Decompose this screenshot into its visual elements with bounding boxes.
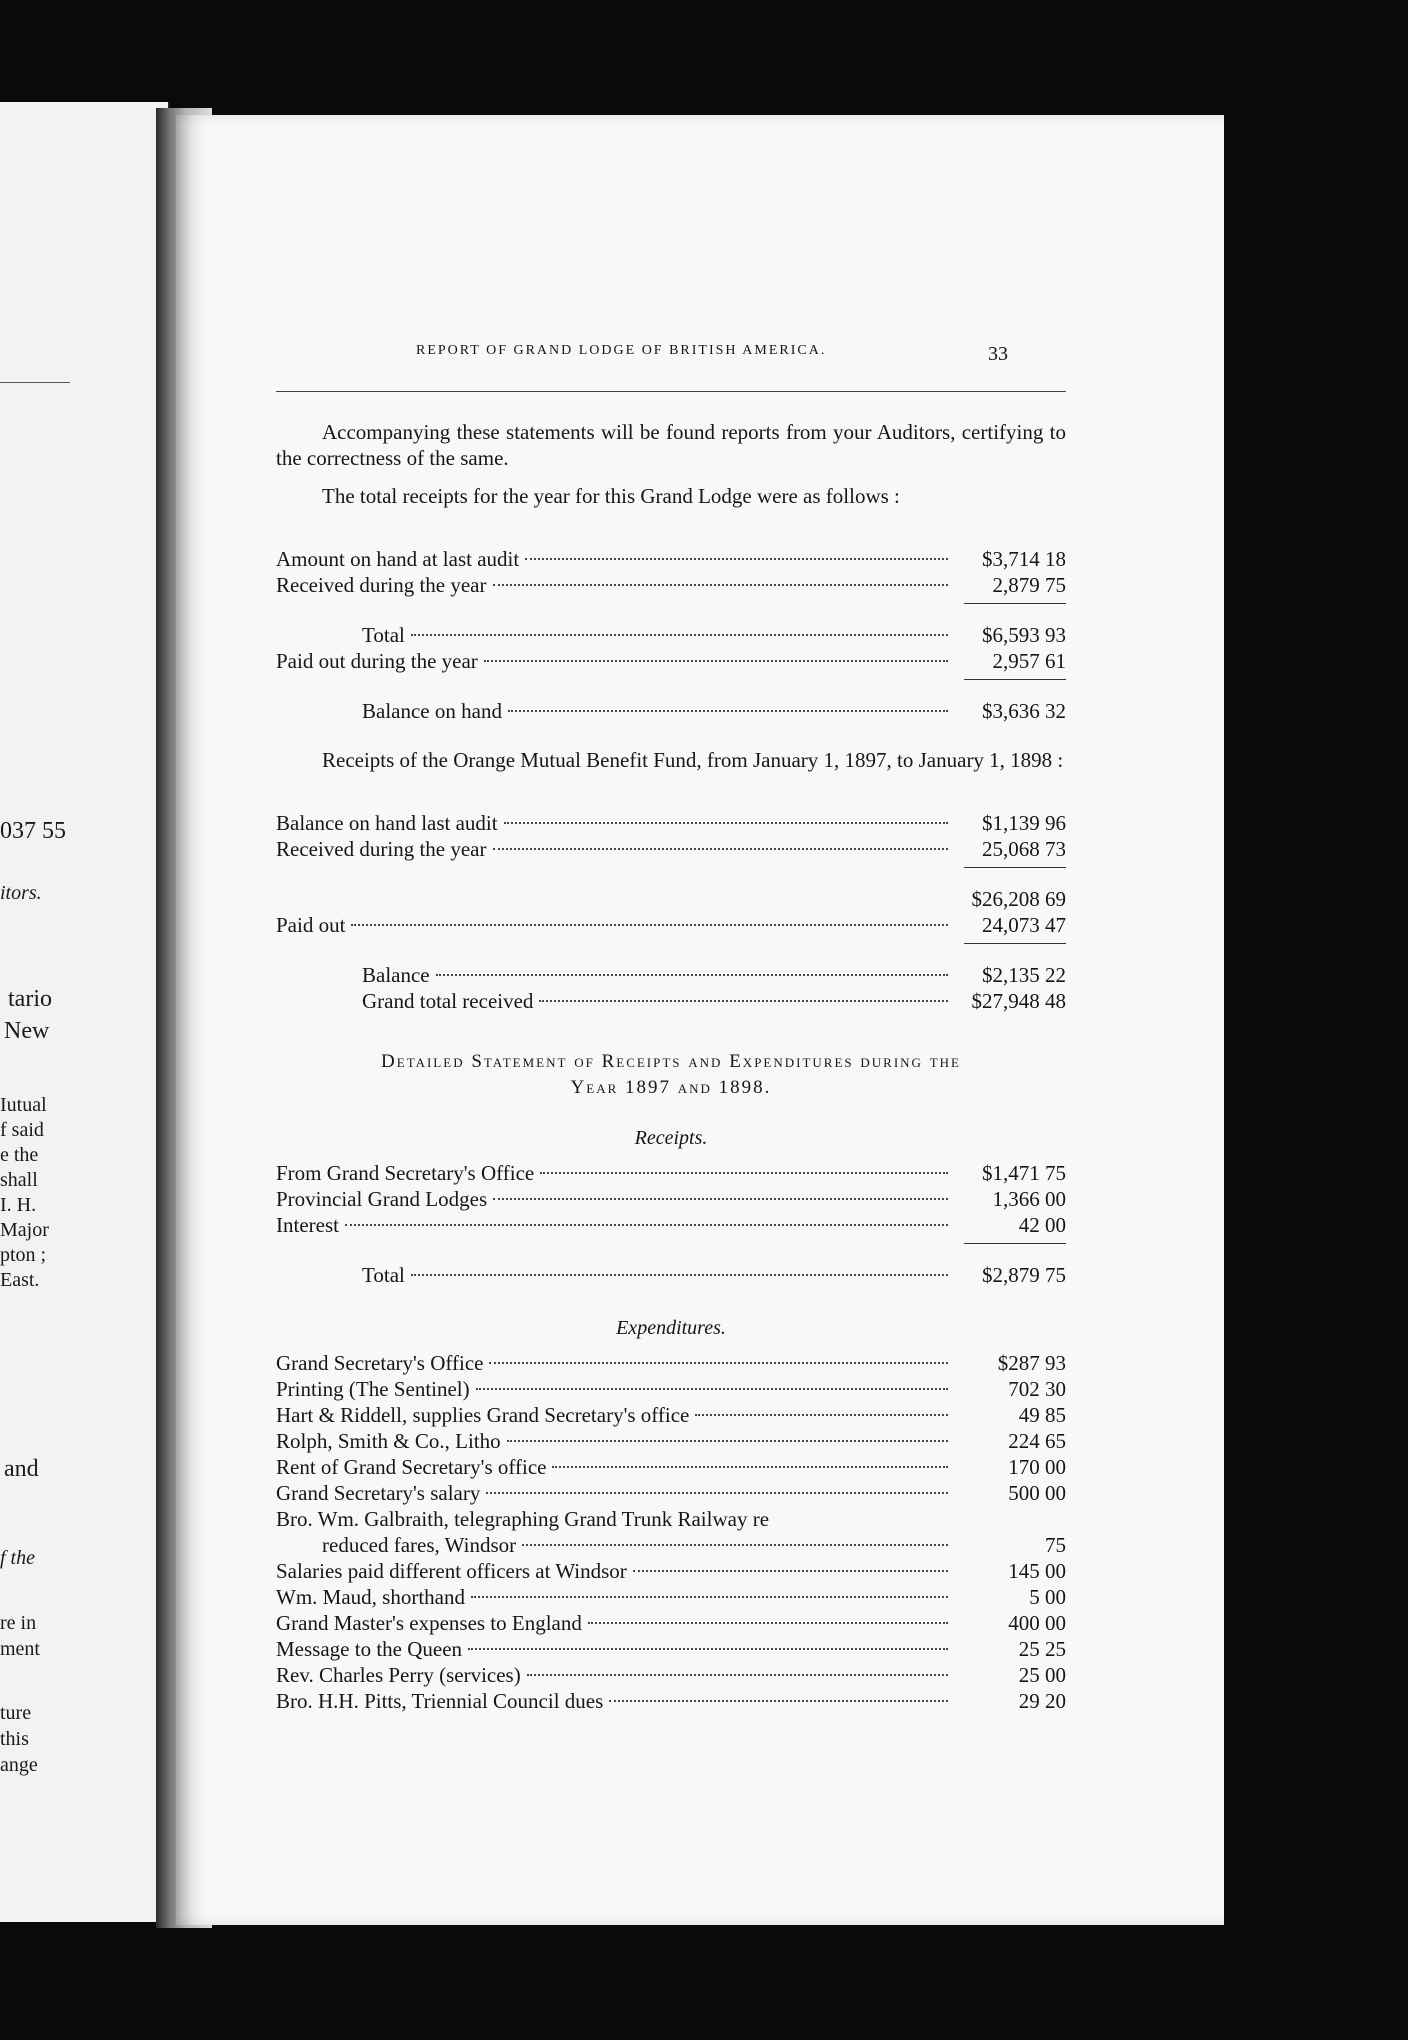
ledger-label: Amount on hand at last audit xyxy=(276,547,520,571)
ledger-label: Total xyxy=(362,1263,405,1287)
left-page-rule xyxy=(0,382,70,383)
ledger-row xyxy=(276,1213,1066,1239)
ledger-amount: $3,714 18 xyxy=(982,547,1066,571)
detailed-statement-heading xyxy=(276,1049,1066,1101)
ledger-amount: 25 00 xyxy=(1018,1663,1066,1687)
receipts-intro-text: The total receipts for the year for this Grand Lodge were as follows : xyxy=(322,484,900,508)
ledger-label: Provincial Grand Lodges xyxy=(276,1187,488,1211)
ledger-label: Received during the year xyxy=(276,573,487,597)
left-page-line: East. xyxy=(0,1269,40,1291)
ledger-amount: 500 00 xyxy=(1008,1481,1066,1505)
ledger-row xyxy=(276,1377,1066,1403)
ledger-amount: 75 xyxy=(1045,1533,1066,1557)
ledger-amount: $2,879 75 xyxy=(982,1263,1066,1287)
ledger-row-total xyxy=(362,1263,1066,1289)
ledger-amount: $1,139 96 xyxy=(982,811,1066,835)
ledger-label: Printing (The Sentinel) xyxy=(276,1377,470,1401)
ledger-amount: $27,948 48 xyxy=(971,989,1066,1013)
ledger-amount: 702 30 xyxy=(1008,1377,1066,1401)
ledger-amount: 29 20 xyxy=(1018,1689,1066,1713)
ledger-label: Salaries paid different officers at Windsor xyxy=(276,1559,627,1583)
ledger-amount: 49 85 xyxy=(1018,1403,1066,1427)
ledger-amount: 25 25 xyxy=(1018,1637,1066,1661)
ledger-row-total xyxy=(362,623,1066,649)
left-page-line: Iutual xyxy=(0,1094,47,1116)
header-rule xyxy=(276,391,1066,392)
ledger-row-balance xyxy=(362,963,1066,989)
left-facing-page xyxy=(0,102,170,1922)
ledger-label: Grand Secretary's salary xyxy=(276,1481,481,1505)
left-page-line: shall xyxy=(0,1169,38,1191)
left-page-line: f said xyxy=(0,1119,44,1141)
ledger-label: Wm. Maud, shorthand xyxy=(276,1585,465,1609)
left-page-line: New xyxy=(4,1018,50,1044)
ledger-row-grand-total xyxy=(362,989,1066,1015)
receipts-subheading: Receipts. xyxy=(634,1127,708,1149)
ledger-label: Paid out during the year xyxy=(276,649,478,673)
running-header xyxy=(416,343,1008,366)
left-page-line: tario xyxy=(8,986,52,1012)
ledger-amount: 25,068 73 xyxy=(982,837,1066,861)
ledger-amount: $3,636 32 xyxy=(982,699,1066,723)
ledger-amount: 224 65 xyxy=(1008,1429,1066,1453)
detailed-heading-line: Detailed Statement of Receipts and Expenditures during the xyxy=(381,1051,961,1072)
ledger-row xyxy=(276,1429,1066,1455)
left-page-line: e the xyxy=(0,1144,39,1166)
ledger-row xyxy=(276,573,1066,599)
ledger-amount: 170 00 xyxy=(1008,1455,1066,1479)
ledger-label: Rent of Grand Secretary's office xyxy=(276,1455,547,1479)
ledger-amount: $1,471 75 xyxy=(982,1161,1066,1185)
sum-rule xyxy=(964,603,1066,604)
ledger-label: Grand Master's expenses to England xyxy=(276,1611,582,1635)
ledger-row xyxy=(276,1507,1066,1533)
ledger-row xyxy=(276,1403,1066,1429)
ledger-label: Balance xyxy=(362,963,430,987)
ledger-label: Rev. Charles Perry (services) xyxy=(276,1663,521,1687)
ledger-amount: 24,073 47 xyxy=(982,913,1066,937)
ledger-row-subtotal xyxy=(276,887,1066,913)
ledger-amount: 1,366 00 xyxy=(992,1187,1066,1211)
ledger-label: Received during the year xyxy=(276,837,487,861)
ledger-row xyxy=(276,547,1066,573)
left-page-line: Major xyxy=(0,1219,49,1241)
header-title: REPORT OF GRAND LODGE OF BRITISH AMERICA. xyxy=(416,343,827,358)
ledger-amount: 145 00 xyxy=(1008,1559,1066,1583)
ledger-amount: 42 00 xyxy=(1018,1213,1066,1237)
ledger-amount: $26,208 69 xyxy=(971,887,1066,911)
ledger-label: Grand Secretary's Office xyxy=(276,1351,484,1375)
ledger-row xyxy=(276,1161,1066,1187)
ledger-label: Bro. H.H. Pitts, Triennial Council dues xyxy=(276,1689,604,1713)
ledger-row-balance xyxy=(362,699,1066,725)
ledger-row xyxy=(276,1559,1066,1585)
receipts-intro-paragraph xyxy=(276,483,1066,509)
left-page-line: 037 55 xyxy=(0,818,66,844)
left-page-line: this xyxy=(0,1728,29,1750)
left-page-line: re in xyxy=(0,1612,37,1634)
left-page-line: ment xyxy=(0,1638,40,1660)
sum-rule xyxy=(964,1243,1066,1244)
ledger-row xyxy=(276,1585,1066,1611)
ledger-row xyxy=(276,1455,1066,1481)
ledger-label: From Grand Secretary's Office xyxy=(276,1161,535,1185)
left-page-line: itors. xyxy=(0,882,42,904)
page-number: 33 xyxy=(988,343,1008,365)
left-page-line: ture xyxy=(0,1702,32,1724)
ledger-label: Message to the Queen xyxy=(276,1637,463,1661)
mutual-fund-intro xyxy=(276,747,1066,773)
ledger-row-continuation xyxy=(322,1533,1066,1559)
ledger-amount: 2,957 61 xyxy=(992,649,1066,673)
ledger-amount: 5 00 xyxy=(1029,1585,1066,1609)
intro-text: Accompanying these statements will be found reports from your Auditors, certifying to the correctness of the same. xyxy=(276,420,1066,470)
mutual-fund-intro-text: Receipts of the Orange Mutual Benefit Fund, from January 1, 1897, to January 1, 1898 : xyxy=(322,748,1064,772)
ledger-amount: 2,879 75 xyxy=(992,573,1066,597)
ledger-label: Bro. Wm. Galbraith, telegraphing Grand Trunk Railway re xyxy=(276,1507,770,1531)
ledger-label: reduced fares, Windsor xyxy=(322,1533,517,1557)
document-page xyxy=(176,115,1224,1925)
ledger-row xyxy=(276,1187,1066,1213)
ledger-label: Interest xyxy=(276,1213,339,1237)
ledger-row xyxy=(276,1689,1066,1715)
left-page-line: ange xyxy=(0,1754,38,1776)
ledger-row xyxy=(276,1351,1066,1377)
ledger-label: Rolph, Smith & Co., Litho xyxy=(276,1429,501,1453)
ledger-row xyxy=(276,837,1066,863)
ledger-amount: $287 93 xyxy=(997,1351,1066,1375)
ledger-row xyxy=(276,1481,1066,1507)
left-page-line: and xyxy=(4,1456,39,1482)
ledger-row xyxy=(276,1611,1066,1637)
sum-rule xyxy=(964,679,1066,680)
ledger-label: Paid out xyxy=(276,913,346,937)
ledger-row xyxy=(276,1637,1066,1663)
ledger-row xyxy=(276,913,1066,939)
ledger-amount: 400 00 xyxy=(1008,1611,1066,1635)
intro-paragraph xyxy=(276,419,1066,471)
ledger-label: Hart & Riddell, supplies Grand Secretary's office xyxy=(276,1403,690,1427)
ledger-amount: $6,593 93 xyxy=(982,623,1066,647)
expenditures-subheading: Expenditures. xyxy=(616,1317,726,1339)
detailed-heading-line: Year 1897 and 1898. xyxy=(570,1077,772,1098)
ledger-label: Total xyxy=(362,623,405,647)
ledger-row xyxy=(276,811,1066,837)
ledger-row xyxy=(276,649,1066,675)
left-page-line: f the xyxy=(0,1547,35,1569)
ledger-label: Grand total received xyxy=(362,989,534,1013)
sum-rule xyxy=(964,867,1066,868)
ledger-label: Balance on hand xyxy=(362,699,502,723)
ledger-amount: $2,135 22 xyxy=(982,963,1066,987)
ledger-row xyxy=(276,1663,1066,1689)
sum-rule xyxy=(964,943,1066,944)
left-page-line: I. H. xyxy=(0,1194,37,1216)
left-page-line: pton ; xyxy=(0,1244,47,1266)
ledger-label: Balance on hand last audit xyxy=(276,811,498,835)
